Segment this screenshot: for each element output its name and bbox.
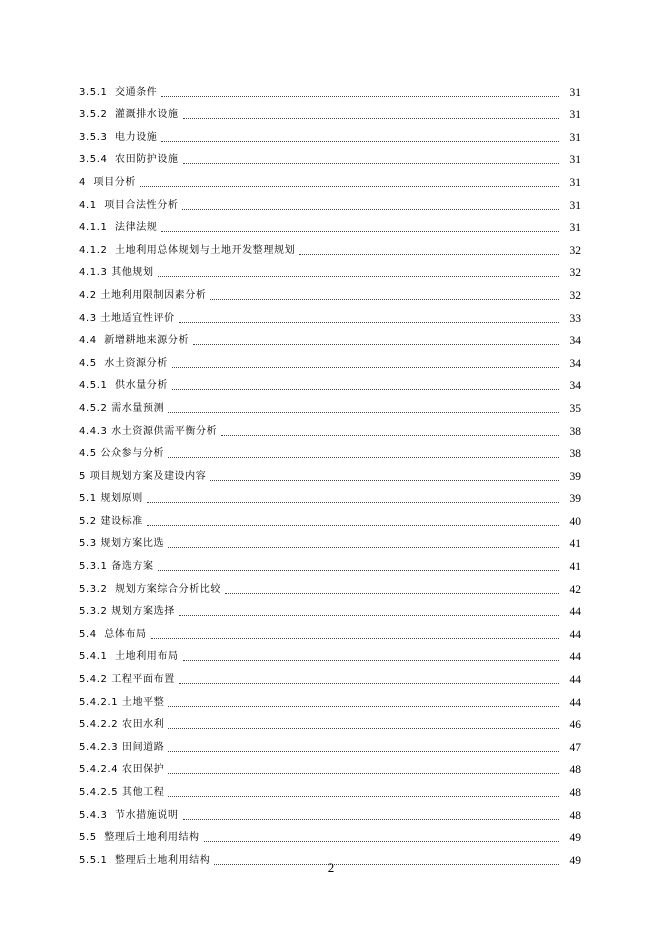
toc-entry[interactable] [79,438,581,461]
toc-leader-dots [151,638,559,639]
toc-entry-page: 34 [569,357,581,370]
toc-entry-page: 48 [569,787,581,799]
toc-entry[interactable] [79,99,581,122]
toc-entry-page: 34 [569,335,581,348]
toc-leader-dots [193,344,559,345]
toc-entry[interactable] [79,166,581,189]
toc-entry-page: 31 [569,154,581,167]
toc-leader-dots [179,615,559,616]
toc-leader-dots [221,435,559,436]
toc-entry-label: 5.5.1 整理后土地利用结构 [79,854,211,866]
toc-leader-dots [158,276,559,277]
toc-leader-dots [168,751,559,752]
toc-entry-label: 4.1.3 其他规划 [79,267,154,279]
toc-entry-page: 34 [569,380,581,393]
toc-entry-label: 4.4.3 水土资源供需平衡分析 [79,425,218,437]
toc-entry[interactable] [79,618,581,641]
toc-entry-label: 4.5 公众参与分析 [79,448,165,460]
toc-entry-label: 5.3.2 规划方案选择 [79,606,175,618]
toc-entry[interactable] [79,121,581,144]
toc-entry-label: 5.4.1 土地利用布局 [79,651,179,663]
toc-entry[interactable] [79,144,581,167]
toc-leader-dots [179,683,559,684]
toc-leader-dots [147,525,559,526]
toc-leader-dots [168,728,559,729]
toc-entry-page: 44 [569,651,581,664]
toc-leader-dots [158,570,559,571]
toc-entry-label: 4.5 水土资源分析 [79,357,168,369]
toc-entry[interactable] [79,189,581,212]
toc-entry[interactable] [79,686,581,709]
toc-entry-label: 3.5.2 灌溉排水设施 [79,109,179,121]
toc-entry-label: 4.1.2 土地利用总体规划与土地开发整理规划 [79,244,296,256]
toc-entry-page: 39 [569,470,581,483]
toc-entry-label: 5.4.2.5 其他工程 [79,787,165,798]
toc-entry-label: 4.5.2 需水量预测 [79,402,165,414]
toc-leader-dots [183,118,559,119]
toc-leader-dots [183,819,559,820]
toc-leader-dots [140,186,559,187]
toc-entry-label: 5.4.3 节水措施说明 [79,809,179,821]
toc-leader-dots [161,96,559,97]
toc-entry-page: 31 [569,86,581,99]
toc-entry-label: 5.4.2.1 土地平整 [79,696,165,708]
toc-entry-label: 5.4.2.3 田间道路 [79,741,165,753]
toc-leader-dots [168,457,559,458]
toc-entry[interactable] [79,76,581,99]
toc-entry-label: 5.3 规划方案比选 [79,538,165,550]
toc-entry-label: 5.3.2 规划方案综合分析比较 [79,583,222,595]
toc-entry[interactable] [79,302,581,325]
toc-entry-label: 5.4 总体布局 [79,628,147,640]
toc-entry-label: 5 项目规划方案及建设内容 [79,470,207,482]
toc-entry-label: 3.5.4 农田防护设施 [79,154,179,166]
toc-entry-page: 41 [569,538,581,551]
toc-entry-page: 44 [569,696,581,709]
toc-entry-label: 4.1.1 法律法规 [79,222,158,234]
toc-entry-label: 5.3.1 备选方案 [79,561,154,573]
toc-leader-dots [172,389,559,390]
toc-entry[interactable] [79,528,581,551]
toc-entry-page: 33 [569,312,581,325]
toc-entry-label: 5.5 整理后土地利用结构 [79,832,200,844]
toc-leader-dots [225,593,559,594]
toc-entry[interactable] [79,505,581,528]
toc-entry[interactable] [79,415,581,438]
toc-entry[interactable] [79,234,581,257]
toc-entry-page: 31 [569,222,581,235]
toc-entry[interactable] [79,596,581,619]
toc-entry-page: 32 [569,267,581,280]
toc-entry[interactable] [79,550,581,573]
toc-leader-dots [168,773,559,774]
toc-leader-dots [147,502,559,503]
toc-entry-label: 4.3 土地适宜性评价 [79,312,175,324]
toc-entry-page: 32 [569,289,581,302]
toc-entry-label: 5.4.2 工程平面布置 [79,674,175,686]
page-number: 2 [327,860,335,875]
toc-entry[interactable] [79,641,581,664]
toc-entry-page: 44 [569,606,581,619]
toc-entry-page: 31 [569,199,581,212]
toc-entry-page: 40 [569,515,581,528]
toc-entry-page: 32 [569,244,581,257]
toc-entry-page: 31 [569,131,581,144]
toc-leader-dots [168,706,559,707]
toc-entry-label: 3.5.1 交通条件 [79,86,158,98]
toc-leader-dots [168,412,559,413]
toc-entry-page: 39 [569,493,581,506]
toc-entry-page: 49 [569,854,581,867]
toc-leader-dots [299,254,559,255]
toc-entry-page: 38 [569,425,581,438]
toc-entry-page: 35 [569,402,581,415]
toc-entry[interactable] [79,709,581,732]
toc-leader-dots [183,163,559,164]
toc-entry-page: 48 [569,764,581,777]
toc-entry-label: 5.2 建设标准 [79,515,143,527]
toc-entry-label: 4.2 土地利用限制因素分析 [79,289,207,301]
toc-entry-label: 4.5.1 供水量分析 [79,380,169,392]
toc-entry-page: 46 [569,719,581,732]
toc-entry[interactable] [79,370,581,393]
toc-entry[interactable] [79,573,581,596]
toc-entry-label: 4.1 项目合法性分析 [79,199,179,211]
toc-entry-page: 41 [569,561,581,574]
toc-entry-page: 31 [569,176,581,189]
toc-entry-page: 49 [569,832,581,845]
toc-leader-dots [204,841,559,842]
toc-leader-dots [183,660,559,661]
toc-entry-label: 4.4 新增耕地来源分析 [79,335,190,347]
toc-entry[interactable] [79,347,581,370]
toc-entry[interactable] [79,325,581,348]
toc-leader-dots [168,547,559,548]
table-of-contents [79,76,581,867]
toc-leader-dots [179,322,559,323]
toc-entry-label: 5.4.2.2 农田水利 [79,719,165,731]
toc-entry-label: 5.1 规划原则 [79,493,143,505]
toc-leader-dots [161,141,559,142]
toc-entry[interactable] [79,799,581,822]
toc-entry-page: 44 [569,628,581,641]
toc-entry-page: 38 [569,448,581,461]
toc-entry-label: 5.4.2.4 农田保护 [79,764,165,776]
toc-entry[interactable] [79,212,581,235]
toc-entry[interactable] [79,257,581,280]
toc-entry-label: 4 项目分析 [79,176,136,188]
toc-leader-dots [210,299,559,300]
toc-entry[interactable] [79,754,581,777]
toc-entry-page: 31 [569,109,581,122]
toc-leader-dots [210,480,559,481]
toc-entry[interactable] [79,663,581,686]
toc-leader-dots [161,231,559,232]
toc-entry-label: 3.5.3 电力设施 [79,131,158,143]
toc-entry[interactable] [79,776,581,799]
toc-entry[interactable] [79,822,581,845]
toc-entry-page: 48 [569,809,581,822]
toc-entry-page: 42 [569,583,581,596]
toc-leader-dots [182,209,559,210]
toc-entry[interactable] [79,392,581,415]
toc-entry[interactable] [79,483,581,506]
toc-leader-dots [168,796,559,797]
toc-entry[interactable] [79,460,581,483]
toc-leader-dots [172,367,559,368]
toc-entry[interactable] [79,731,581,754]
toc-entry-page: 47 [569,741,581,754]
toc-entry-page: 44 [569,674,581,687]
toc-entry[interactable] [79,279,581,302]
